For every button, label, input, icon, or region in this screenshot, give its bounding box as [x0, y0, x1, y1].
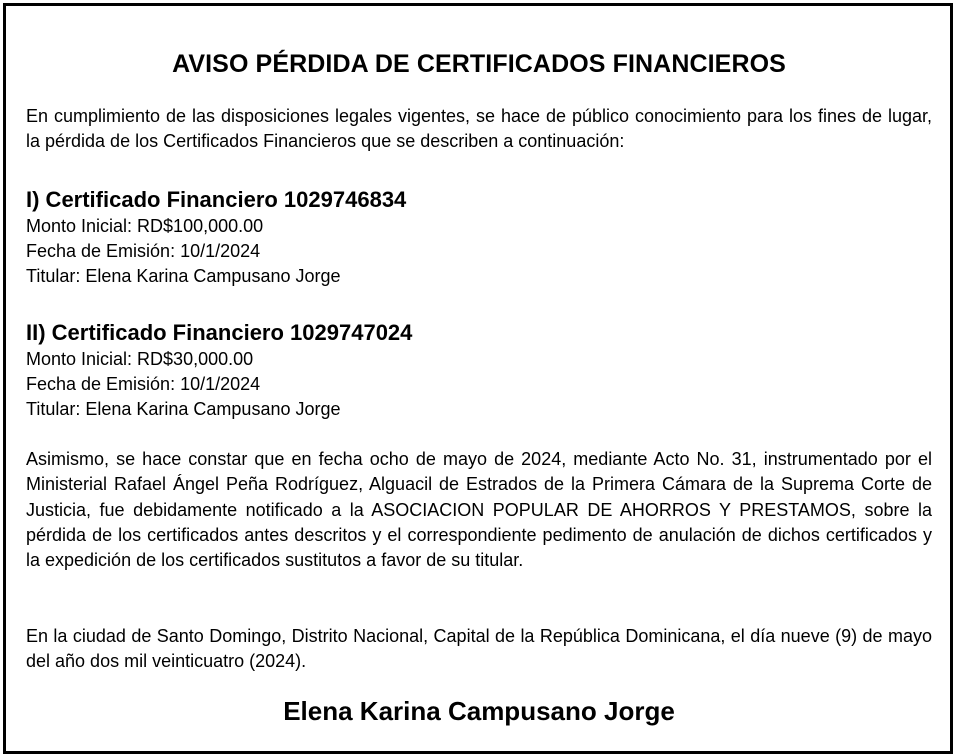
certificate-2-amount: Monto Inicial: RD$30,000.00: [26, 349, 254, 369]
certificate-1-amount: Monto Inicial: RD$100,000.00: [26, 216, 264, 236]
certificate-2-holder: Titular: Elena Karina Campusano Jorge: [26, 399, 341, 419]
certificate-2-issue-date: Fecha de Emisión: 10/1/2024: [26, 374, 261, 394]
certificate-2-heading: II) Certificado Financiero 1029747024: [26, 320, 413, 345]
certificate-1-issue-date: Fecha de Emisión: 10/1/2024: [26, 241, 261, 261]
certificate-1-holder: Titular: Elena Karina Campusano Jorge: [26, 266, 341, 286]
signature-name: Elena Karina Campusano Jorge: [283, 696, 675, 726]
notification-paragraph: Asimismo, se hace constar que en fecha ocho de mayo de 2024, mediante Acto No. 31, instrumentado por el Ministerial Rafael Ángel Peña Rodríguez, Alguacil de Estrados de la Primera Cámara de la Suprema Corte de Justicia, fue debidamente notificado a la ASOCIACION POPULAR DE AHORROS Y PRESTAMOS, sobre la pérdida de los certificados antes descritos y el correspondiente pedimento de anulación de dichos certificados y la expedición de los certificados sustitutos a favor de su titular.: [26, 449, 932, 571]
notice-title: AVISO PÉRDIDA DE CERTIFICADOS FINANCIEROS: [172, 50, 786, 78]
certificate-1-heading: I) Certificado Financiero 1029746834: [26, 187, 407, 212]
notice-border: [3, 3, 953, 754]
closing-paragraph: En la ciudad de Santo Domingo, Distrito Nacional, Capital de la República Dominicana, el día nueve (9) de mayo del año dos mil veinticuatro (2024).: [26, 626, 932, 672]
intro-paragraph: En cumplimiento de las disposiciones legales vigentes, se hace de público conocimiento para los fines de lugar, la pérdida de los Certificados Financieros que se describen a continuación:: [26, 106, 932, 152]
